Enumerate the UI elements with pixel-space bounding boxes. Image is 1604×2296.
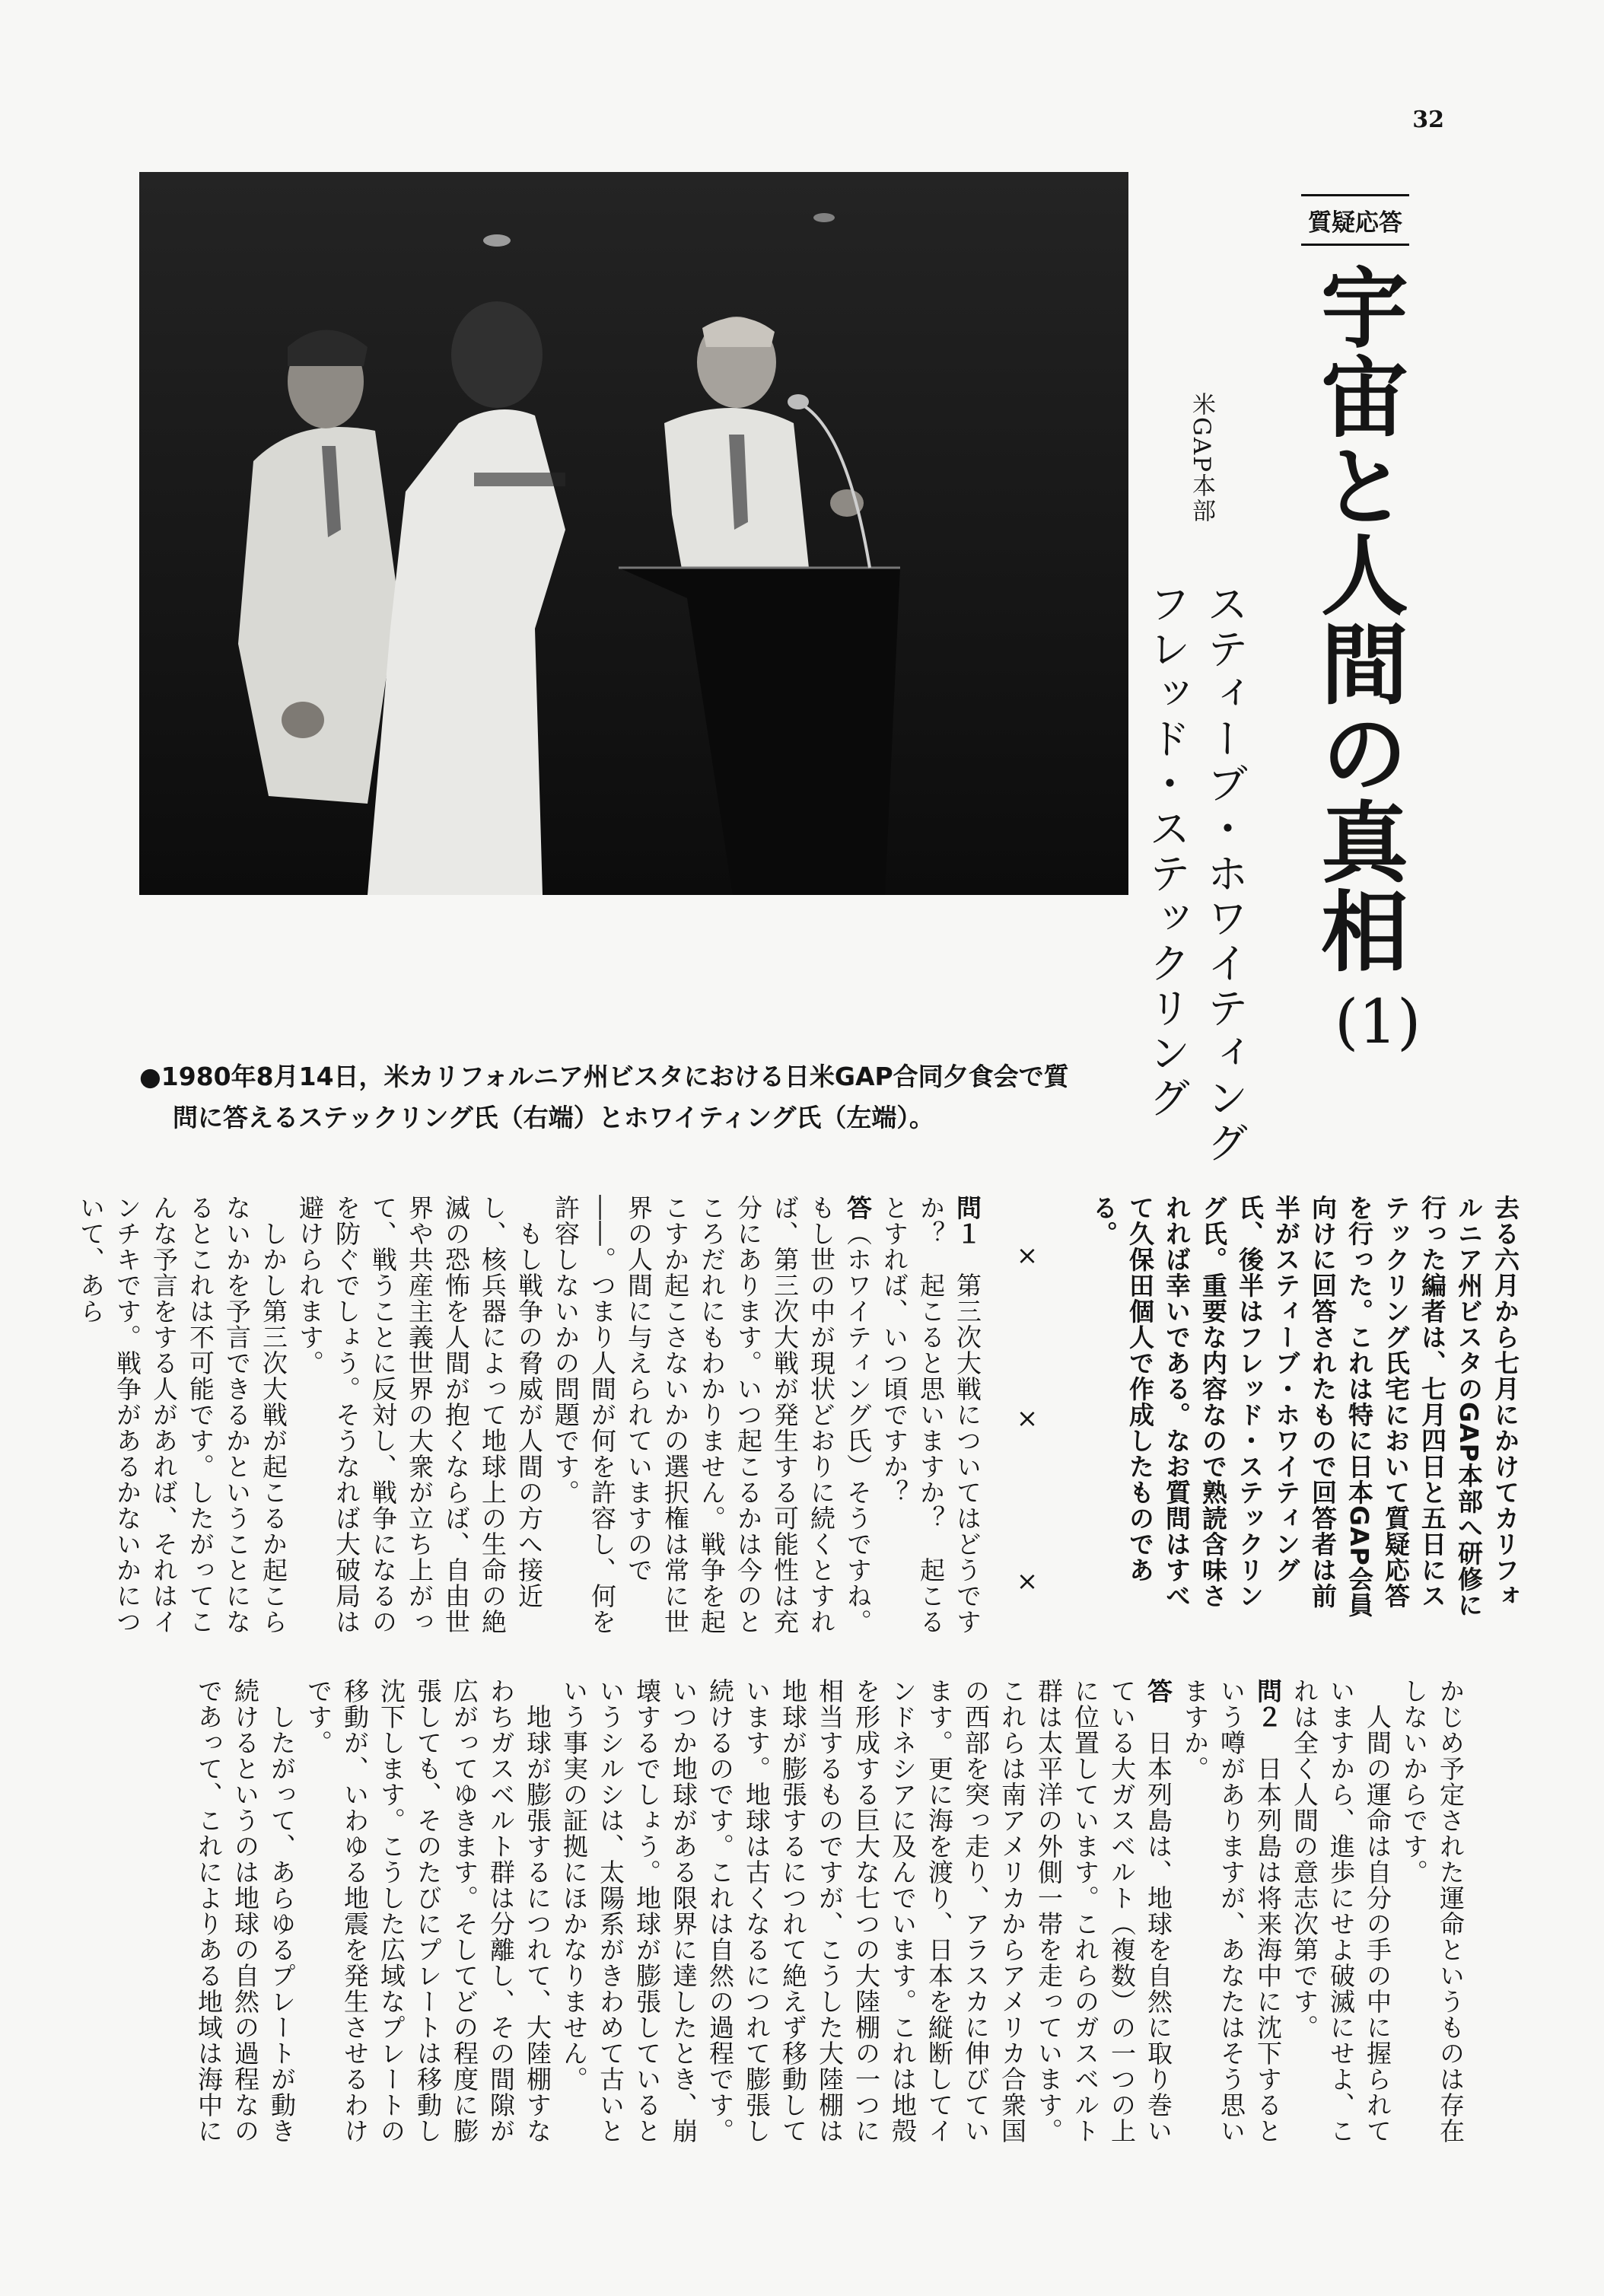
answer-1 bbox=[547, 1195, 876, 1651]
author-affiliation: 米GAP本部 bbox=[1188, 392, 1215, 524]
article-part-number: (1) bbox=[1335, 986, 1421, 1057]
page-number: 32 bbox=[1412, 107, 1444, 133]
answer-2-text: 日本列島は、地球を自然に取り巻いている大ガスベルト（複数）の一つの上に位置しています。これらのガスベルト群は太平洋の外側一帯を走っています。これらは南アメリカからアメリカ合衆国の西部を突っ走り、アラスカに伸びています。更に海を渡り、日本を縦断してインドネシアに及んでいます。これは地殻を形成する巨大な七つの大陸棚の一つに相当するものですが、こうした大陸棚は地球が膨張するにつれて絶えず移動しています。地球は古くなるにつれて膨張し続けるのです。これは自然の過程です。いつか地球がある限界に達したとき、崩壊するでしょう。地球が膨張しているというシルシは、太陽系がきわめて古いという事実の証拠にほかなりません。 bbox=[559, 1678, 1173, 2144]
body-text-upper bbox=[76, 1195, 985, 1651]
question-1 bbox=[876, 1195, 985, 1651]
section-separator: × × × bbox=[1012, 1240, 1042, 1650]
answer-1-label: 答 bbox=[843, 1195, 873, 1221]
body-paragraph bbox=[190, 1678, 300, 2150]
paragraph-text: もし戦争の脅威が人間の方へ接近し、核兵器によって地球上の生命の絶滅の恐怖を人間が抱くならば、自由世界や共産主義世界の大衆が立ち上がって、戦うことに反対し、戦争になるのを防ぐでしょう。そうなれば大破局は避けられます。 bbox=[295, 1195, 544, 1635]
question-2-label: 問２ bbox=[1253, 1678, 1283, 1730]
body-text-lower bbox=[167, 1678, 1469, 2150]
section-kicker: 質疑応答 bbox=[1301, 194, 1409, 246]
paragraph-text: 地球が膨張するにつれて、大陸棚すなわちガスベルト群は分離し、その間隙が広がってゆきます。そしてどの程度に膨張しても、そのたびにプレートは移動し沈下します。こうした広域なプレートの移動が、いわゆる地震を発生させるわけです。 bbox=[304, 1678, 552, 2144]
article-title: 宇宙と人間の真相 bbox=[1306, 263, 1408, 975]
body-paragraph bbox=[291, 1195, 547, 1651]
caption-line-1: ●1980年8月14日，米カリフォルニア州ビスタにおける日米GAP合同夕食会で質 bbox=[139, 1062, 1069, 1091]
body-paragraph bbox=[1286, 1678, 1396, 2150]
body-paragraph bbox=[1396, 1678, 1469, 2150]
paragraph-text: かじめ予定された運命というものは存在しないからです。 bbox=[1399, 1678, 1466, 2144]
intro-text: 去る六月から七月にかけてカリフォルニア州ビスタのGAP本部へ研修に行った編者は、七月四日と五日にステックリング氏宅において質疑応答を行った。これは特に日本GAP会員向けに回答されたもので回答者は前半がスティーブ・ホワイティング氏、後半はフレッド・ステックリング氏。重要な内容なので熟読含味されれば幸いである。なお質問はすべて久保田個人で作成したものである。 bbox=[1089, 1195, 1520, 1618]
paragraph-text: しかし第三次大戦が起こるか起こらないかを予言できるかということになるとこれは不可能です。したがってこんな予言をする人があれば、それはインチキです。戦争があるかないかについて、あら bbox=[76, 1195, 288, 1635]
question-2-text: 日本列島は将来海中に沈下するという噂がありますが、あなたはそう思いますか。 bbox=[1180, 1678, 1283, 2144]
paragraph-text: したがって、あらゆるプレートが動き続けるというのは地球の自然の過程なのであって、これによりある地域は海中に bbox=[194, 1678, 297, 2144]
answer-2 bbox=[555, 1678, 1176, 2150]
intro-paragraph bbox=[1085, 1195, 1523, 1622]
paragraph-text: 人間の運命は自分の手の中に握られていますから、進歩にせよ破滅にせよ、これは全く人間の意志次第です。 bbox=[1290, 1678, 1392, 2144]
body-paragraph bbox=[300, 1678, 555, 2150]
caption-line-2: 問に答えるステックリング氏（右端）とホワイティング氏（左端）。 bbox=[173, 1103, 934, 1132]
body-paragraph bbox=[72, 1195, 291, 1651]
author-name-1: スティーブ・ホワイティング bbox=[1200, 582, 1249, 1166]
question-1-text: 第三次大戦についてはどうですか？ 起こると思いますか？ 起こるとすれば、いつ頃ですか？ bbox=[880, 1195, 982, 1635]
event-photo bbox=[139, 172, 1128, 895]
answer-2-label: 答 bbox=[1144, 1678, 1173, 1704]
answer-1-text: （ホワイティング氏）そうですね。もし世の中が現状どおりに続くとすれば、第三次大戦が発生する可能性は充分にあります。いつ起こるかは今のところだれにもわかりません。戦争を起こすか起こさないかの選択権は常に世界の人間に与えられていますので――。つまり人間が何を許容し、何を許容しないかの問題です。 bbox=[551, 1195, 873, 1635]
photo-caption bbox=[139, 1056, 1205, 1138]
question-1-label: 問１ bbox=[953, 1195, 982, 1247]
question-2 bbox=[1176, 1678, 1286, 2150]
author-name-2: フレッド・ステックリング bbox=[1142, 582, 1191, 1121]
